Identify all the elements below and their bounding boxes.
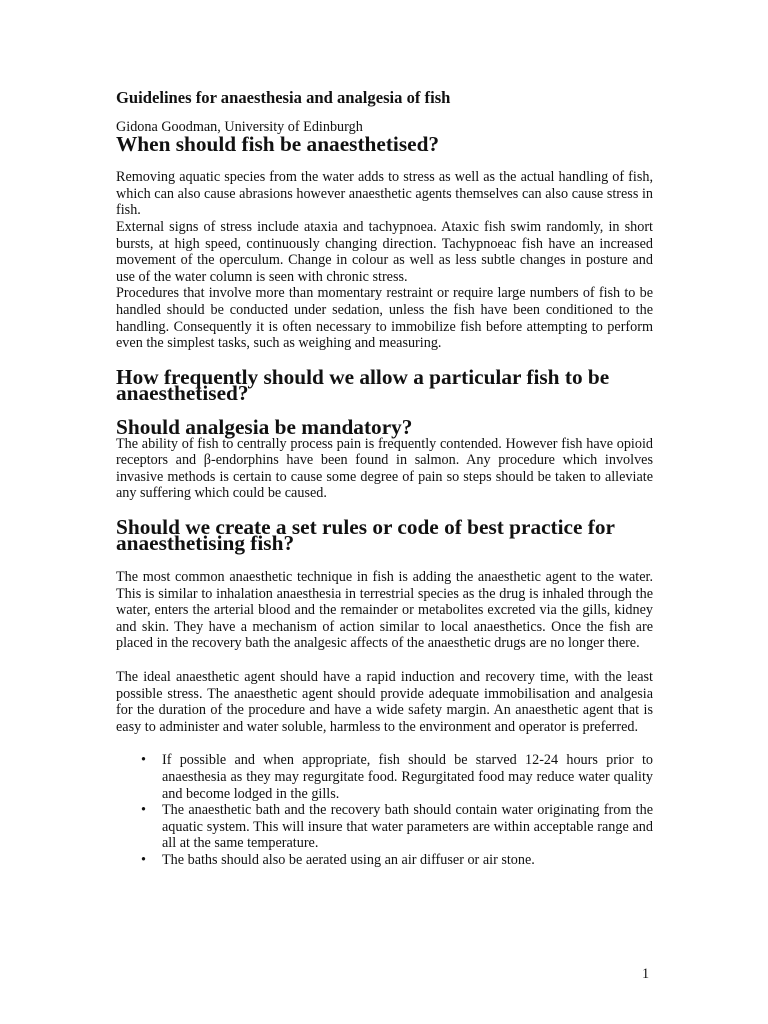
bullet-icon: •	[141, 802, 146, 819]
spacer	[116, 735, 653, 752]
section-heading-analgesia: Should analgesia be mandatory?	[116, 414, 413, 439]
document-author: Gidona Goodman, University of Edinburgh	[116, 119, 363, 135]
paragraph-ideal-agent: The ideal anaesthetic agent should have a rapid induction and recovery time, with the least possible stress. The anaesthetic agent should provide adequate immobilisation and analgesia for the duration of the procedure and have a wide safety margin. An anaesthetic agent that is easy to administer and water soluble, harmless to the environment and operator is preferred.	[116, 669, 653, 735]
paragraph-anaesthetic-technique: The most common anaesthetic technique in fish is adding the anaesthetic agent to the water. This is similar to inhalation anaesthesia in terrestrial species as the drug is inhaled through the water, enters the arterial blood and the remainder or metabolites excreted via the gills, kidney and skin. They have a mechanism of action similar to local anaesthetics. Once the fish are placed in the recovery bath the analgesic affects of the anaesthetic drugs are no longer there.	[116, 569, 653, 652]
list-item-text: The baths should also be aerated using an air diffuser or air stone.	[162, 851, 535, 868]
spacer	[116, 652, 653, 669]
paragraph-pain-processing: The ability of fish to centrally process pain is frequently contended. However fish have opioid receptors and β-endorphins have been found in salmon. Any procedure which involves invasive methods is certain to cause some degree of pain so steps should be taken to alleviate any suffering which could be caused.	[116, 435, 653, 502]
guideline-bullet-list	[116, 752, 653, 868]
paragraph-signs-of-stress: External signs of stress include ataxia and tachypnoea. Ataxic fish swim randomly, in short bursts, at high speed, continuously changing direction. Tachypnoeac fish have an increased movement of the operculum. Change in colour as well as less subtle changes in posture and use of the water column is seen with chronic stress.	[116, 218, 653, 285]
document-page	[116, 88, 653, 869]
section-heading-when-anaesthetised: When should fish be anaesthetised?	[116, 131, 440, 156]
section-heading-best-practice: Should we create a set rules or code of best practice for anaesthetising fish?	[116, 514, 615, 556]
page-number: 1	[642, 966, 650, 982]
list-item	[141, 851, 653, 869]
document-title: Guidelines for anaesthesia and analgesia of fish	[116, 88, 451, 107]
list-item	[141, 752, 653, 802]
bullet-icon: •	[141, 752, 146, 769]
paragraph-handling-stress: Removing aquatic species from the water adds to stress as well as the actual handling of fish, which can also cause abrasions however anaesthetic agents themselves can also cause stress in fish.	[116, 169, 653, 219]
paragraph-sedation-procedures: Procedures that involve more than momentary restraint or require large numbers of fish to be handled should be conducted under sedation, unless the fish have been conditioned to the handling. Consequently it is often necessary to immobilize fish before attempting to perform even the simplest tasks, such as weighing and measuring.	[116, 285, 653, 352]
list-item-text: If possible and when appropriate, fish should be starved 12-24 hours prior to anaesthesia as they may regurgitate food. Regurgitated food may reduce water quality and become lodged in the gills.	[162, 752, 653, 802]
bullet-icon: •	[141, 851, 146, 868]
list-item	[141, 802, 653, 852]
section-heading-frequency: How frequently should we allow a particular fish to be anaesthetised?	[116, 364, 610, 406]
list-item-text: The anaesthetic bath and the recovery bath should contain water originating from the aquatic system. This will insure that water parameters are within acceptable range and all at the same temperature.	[162, 802, 653, 852]
